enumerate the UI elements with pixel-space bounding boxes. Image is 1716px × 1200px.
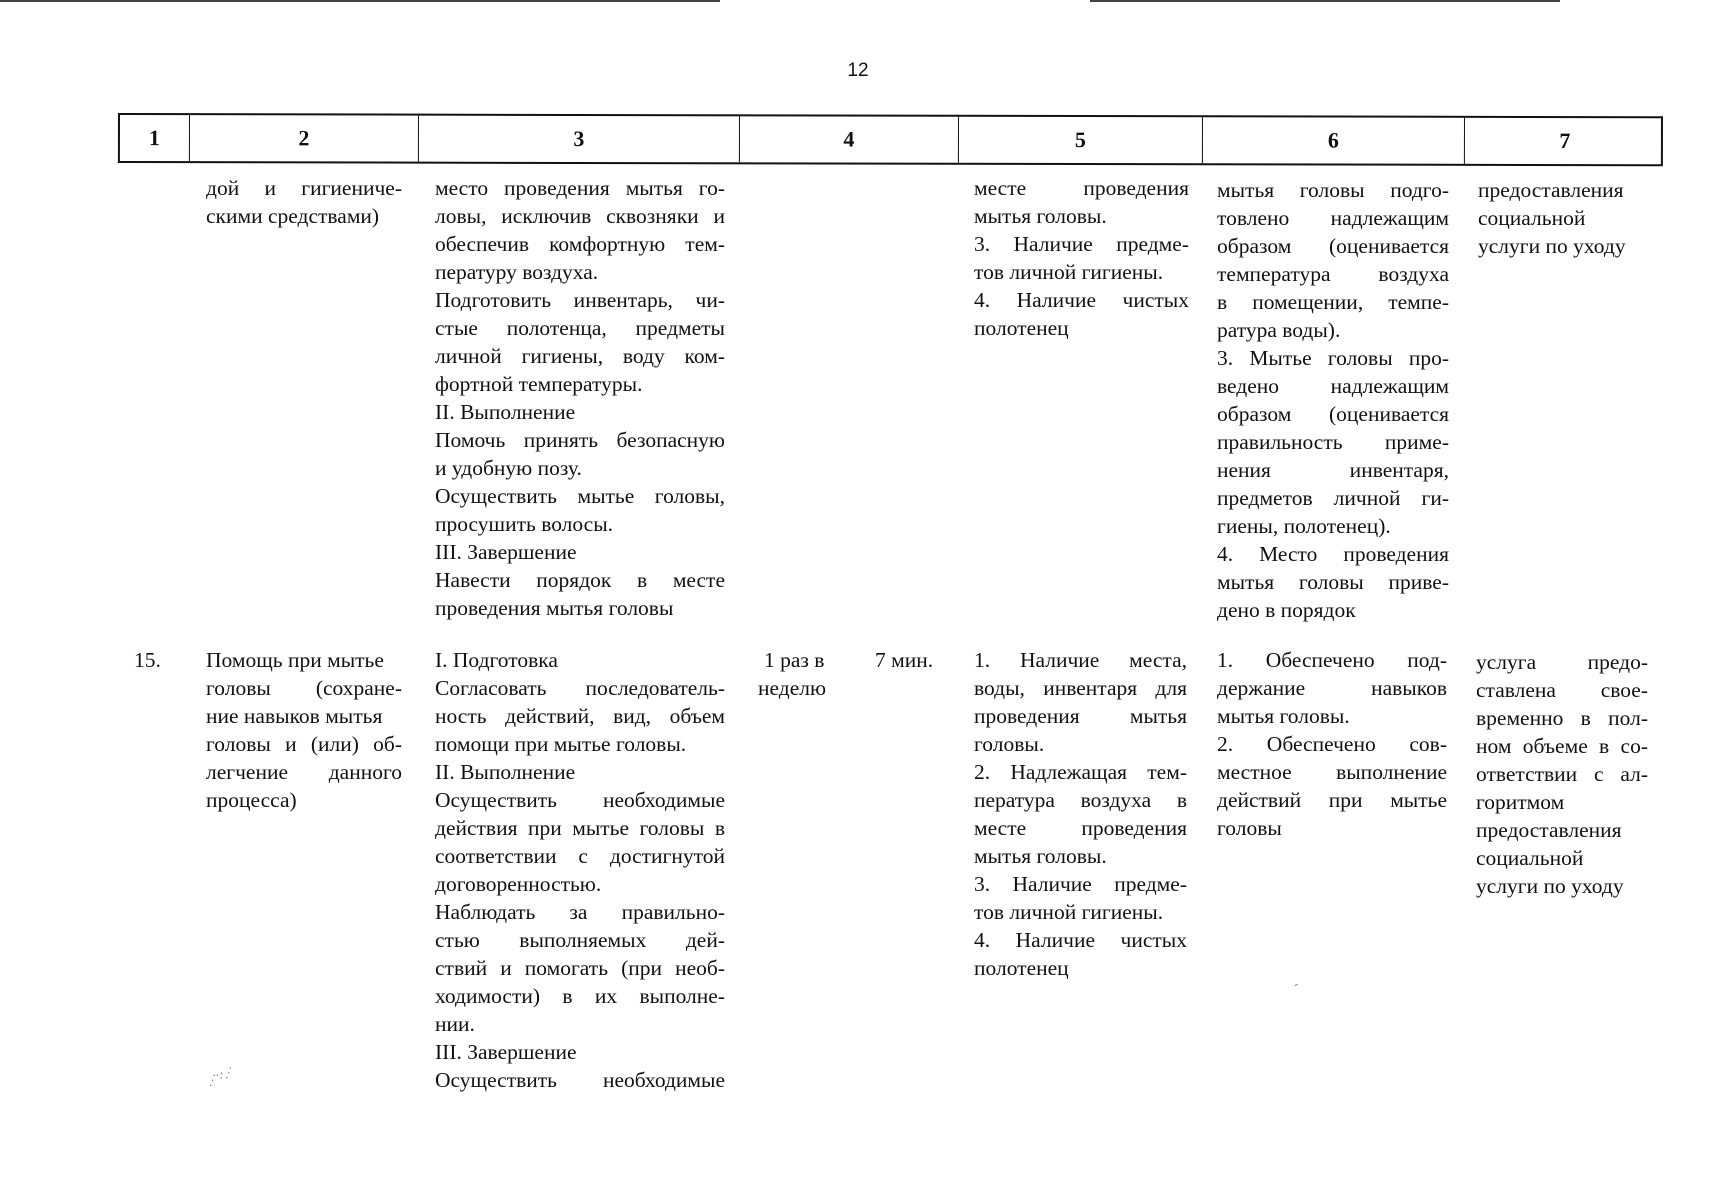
text-line: нии. (435, 1012, 475, 1036)
text-line: обеспечив комфортную тем- (435, 232, 725, 256)
text-line: фортной температуры. (435, 372, 643, 396)
text-line: воды, инвентаря для (974, 676, 1187, 700)
row15-frequency (758, 646, 858, 702)
text-line: головы. (974, 732, 1045, 756)
scan-edge-top-left (0, 0, 720, 2)
text-line: тов личной гигиены. (974, 900, 1164, 924)
text-line: пература воздуха в (974, 788, 1187, 812)
header-col-1: 1 (120, 115, 190, 161)
text-line: в помещении, темпе- (1217, 290, 1449, 314)
text-line: головы (сохране- (206, 676, 402, 700)
text-line: держание навыков (1217, 676, 1447, 700)
text-line: мытья головы. (1217, 704, 1350, 728)
cont-algorithm (435, 174, 725, 622)
text-line: Навести порядок в месте (435, 568, 725, 592)
row-number (134, 646, 184, 674)
text-line: предметов личной ги- (1217, 486, 1449, 510)
text-line: социальной (1478, 206, 1586, 230)
text-line: нения инвентаря, (1217, 458, 1449, 482)
cont-service-name (206, 174, 402, 230)
text-line: 1 раз в (764, 648, 825, 672)
text-line: 3. Мытье головы про- (1217, 346, 1449, 370)
text-line: 4. Место проведения (1217, 542, 1449, 566)
row15-quality-assessment (1217, 646, 1447, 842)
text-line: мытья головы. (974, 844, 1107, 868)
text-line: дой и гигиениче- (206, 176, 402, 200)
text-line: услуги по уходу (1476, 874, 1624, 898)
text-line: просушить волосы. (435, 512, 614, 536)
text-line: Осуществить необходимые (435, 788, 725, 812)
text-line: скими средствами) (206, 204, 380, 228)
text-line: 2. Обеспечено сов- (1217, 732, 1447, 756)
text-line: горитмом (1476, 790, 1565, 814)
text-line: предоставления (1478, 178, 1624, 202)
text-line: 3. Наличие предме- (974, 232, 1189, 256)
text-line: 7 мин. (875, 648, 934, 672)
text-line: товлено надлежащим (1217, 206, 1449, 230)
text-line: социальной (1476, 846, 1584, 870)
text-line: II. Выполнение (435, 760, 576, 784)
text-line: услуги по уходу (1478, 234, 1626, 258)
header-col-4: 4 (740, 116, 959, 162)
cont-quality-indicators (974, 174, 1189, 342)
text-line: 1. Наличие места, (974, 648, 1187, 672)
text-line: месте проведения (974, 176, 1189, 200)
row15-duration (875, 646, 965, 674)
text-line: полотенец (974, 316, 1069, 340)
text-line: мытья головы подго- (1217, 178, 1449, 202)
text-line: личной гигиены, воду ком- (435, 344, 725, 368)
text-line: образом (оценивается (1217, 402, 1449, 426)
text-line: соответствии с достигнутой (435, 844, 725, 868)
text-line: Осуществить необходимые (435, 1068, 725, 1092)
cont-quality-assessment (1217, 176, 1449, 624)
text-line: ответствии с ал- (1476, 762, 1648, 786)
cont-service-conditions (1478, 176, 1648, 260)
text-line: местное выполнение (1217, 760, 1447, 784)
text-line: неделю (758, 676, 827, 700)
text-line: предоставления (1476, 818, 1622, 842)
text-line: ходимости) в их выполне- (435, 984, 725, 1008)
page-number: 12 (847, 60, 869, 81)
text-line: ловы, исключив сквозняки и (435, 204, 725, 228)
scan-speck-dot: - (1291, 977, 1301, 992)
text-line: ность действий, вид, объем (435, 704, 725, 728)
row15-service-name (206, 646, 402, 814)
text-line: месте проведения (974, 816, 1187, 840)
text-line: тов личной гигиены. (974, 260, 1164, 284)
text-line: мытья головы приве- (1217, 570, 1449, 594)
text-line: стые полотенца, предметы (435, 316, 725, 340)
text-line: услуга предо- (1476, 650, 1648, 674)
text-line: головы и (или) об- (206, 732, 402, 756)
row15-quality-indicators (974, 646, 1187, 982)
text-line: Согласовать последователь- (435, 676, 725, 700)
scan-speck-mark: ⋰∵⋰ (204, 1064, 237, 1089)
text-line: гиены, полотенец). (1217, 514, 1391, 538)
text-line: ствий и помогать (при необ- (435, 956, 725, 980)
text-line: 15. (134, 648, 161, 672)
text-line: 1. Обеспечено под- (1217, 648, 1447, 672)
text-line: 4. Наличие чистых (974, 288, 1189, 312)
text-line: помощи при мытье головы. (435, 732, 687, 756)
text-line: действий при мытье (1217, 788, 1447, 812)
text-line: Помочь принять безопасную (435, 428, 725, 452)
text-line: III. Завершение (435, 540, 577, 564)
text-line: действия при мытье головы в (435, 816, 725, 840)
text-line: 4. Наличие чистых (974, 928, 1187, 952)
header-col-3: 3 (419, 116, 740, 163)
text-line: Наблюдать за правильно- (435, 900, 725, 924)
row15-service-conditions (1476, 648, 1648, 900)
text-line: Подготовить инвентарь, чи- (435, 288, 725, 312)
header-col-7: 7 (1559, 128, 1571, 154)
text-line: и удобную позу. (435, 456, 582, 480)
row15-algorithm (435, 646, 725, 1094)
text-line: легчение данного (206, 760, 402, 784)
text-line: температура воздуха (1217, 262, 1449, 286)
text-line: дено в порядок (1217, 598, 1356, 622)
text-line: мытья головы. (974, 204, 1107, 228)
text-line: 2. Надлежащая тем- (974, 760, 1187, 784)
text-line: II. Выполнение (435, 400, 576, 424)
text-line: Осуществить мытье головы, (435, 484, 725, 508)
text-line: образом (оценивается (1217, 234, 1449, 258)
header-col-5: 5 (959, 117, 1203, 164)
text-line: проведения мытья (974, 704, 1187, 728)
header-col-6: 6 (1203, 117, 1465, 164)
text-line: процесса) (206, 788, 297, 812)
text-line: ратура воды). (1217, 318, 1341, 342)
text-line: полотенец (974, 956, 1069, 980)
text-line: ведено надлежащим (1217, 374, 1449, 398)
text-line: I. Подготовка (435, 648, 558, 672)
text-line: Помощь при мытье (206, 648, 384, 672)
text-line: пературу воздуха. (435, 260, 599, 284)
text-line: временно в пол- (1476, 706, 1648, 730)
table-header-row (118, 113, 1663, 166)
text-line: место проведения мытья го- (435, 176, 725, 200)
text-line: проведения мытья головы (435, 596, 674, 620)
text-line: ном объеме в со- (1476, 734, 1648, 758)
text-line: 3. Наличие предме- (974, 872, 1187, 896)
text-line: головы (1217, 816, 1282, 840)
text-line: правильность приме- (1217, 430, 1449, 454)
text-line: стью выполняемых дей- (435, 928, 725, 952)
text-line: ставлена свое- (1476, 678, 1648, 702)
scan-edge-top-right (1090, 0, 1560, 2)
text-line: III. Завершение (435, 1040, 577, 1064)
text-line: договоренностью. (435, 872, 602, 896)
header-col-2: 2 (190, 115, 419, 161)
text-line: ние навыков мытья (206, 704, 383, 728)
